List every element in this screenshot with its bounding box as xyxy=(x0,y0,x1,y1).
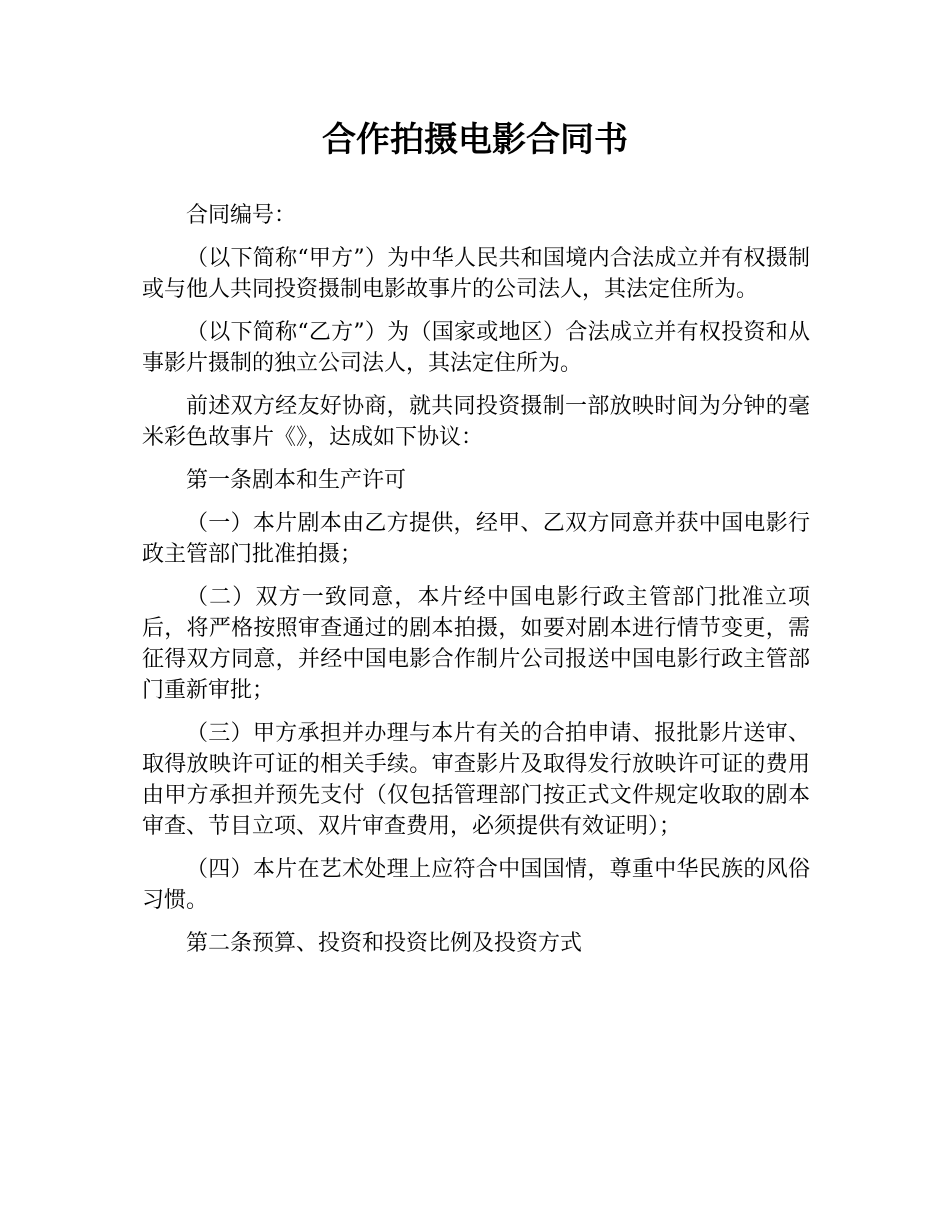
preamble-paragraph: 前述双方经友好协商，就共同投资摄制一部放映时间为分钟的毫米彩色故事片《》，达成如下协议： xyxy=(142,394,810,450)
contract-number-line: 合同编号： xyxy=(186,203,297,228)
article-1-clause-4: （四）本片在艺术处理上应符合中国国情，尊重中华民族的风俗习惯。 xyxy=(142,857,810,913)
party-a-paragraph: （以下简称“甲方”）为中华人民共和国境内合法成立并有权摄制或与他人共同投资摄制电影故事片的公司法人，其法定住所为。 xyxy=(142,246,810,302)
document-body xyxy=(142,200,810,971)
article-2-heading: 第二条预算、投资和投资比例及投资方式 xyxy=(186,931,583,956)
article-1-clause-2: （二）双方一致同意，本片经中国电影行政主管部门批准立项后，将严格按照审查通过的剧本拍摄，如要对剧本进行情节变更，需征得双方同意，并经中国电影合作制片公司报送中国电影行政主管部门重新审批； xyxy=(142,585,810,703)
document-title: 合作拍摄电影合同书 xyxy=(322,120,628,160)
article-1-heading: 第一条剧本和生产许可 xyxy=(186,468,407,493)
party-b-paragraph: （以下简称“乙方”）为（国家或地区）合法成立并有权投资和从事影片摄制的独立公司法人，其法定住所为。 xyxy=(142,320,810,376)
article-1-clause-3: （三）甲方承担并办理与本片有关的合拍申请、报批影片送审、取得放映许可证的相关手续。审查影片及取得发行放映许可证的费用由甲方承担并预先支付（仅包括管理部门按正式文件规定收取的剧本审查、节目立项、双片审查费用，必须提供有效证明）； xyxy=(142,721,810,839)
article-1-clause-1: （一）本片剧本由乙方提供，经甲、乙双方同意并获中国电影行政主管部门批准拍摄； xyxy=(142,511,810,567)
